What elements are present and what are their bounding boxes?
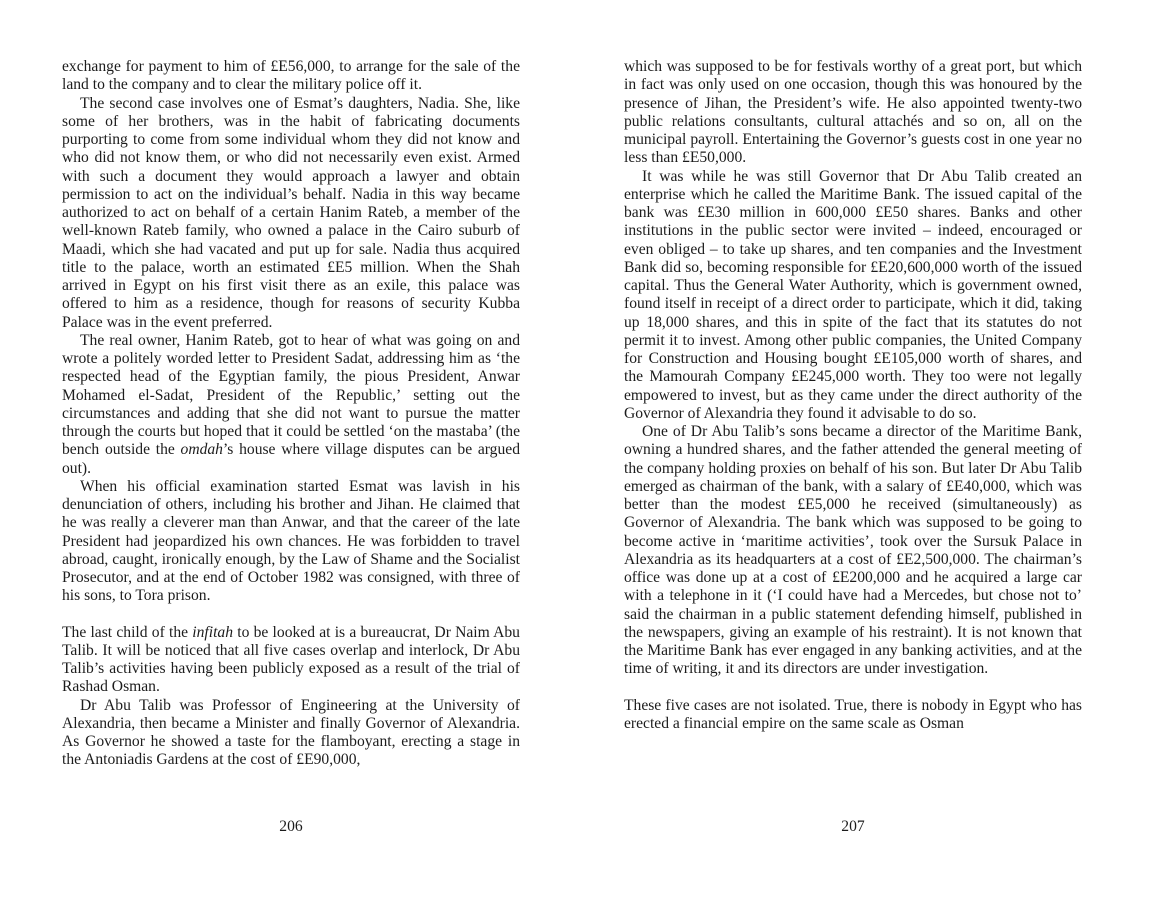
left-paragraph-6: Dr Abu Talib was Professor of Engineering at the University of Alexandria, then became a Minister and finally Governor of Alexandria. As Governor he showed a taste for the flamboyant, erecting a stage in the Antoniadis Gardens at the cost of £E90,000,: [62, 696, 520, 769]
italic-term: omdah: [180, 441, 223, 459]
right-page: [624, 58, 1082, 733]
left-paragraph-3: The real owner, Hanim Rateb, got to hear of what was going on and wrote a politely worded letter to President Sadat, addressing him as ‘the respected head of the Egyptian family, the pious President, Anwar Mohamed el-Sadat, President of the Republic,’ setting out the circumstances and adding that she did not want to pursue the matter through the courts but hoped that it could be settled ‘on the mastaba’ (the bench outside the omdah’s house where village disputes can be argued out).: [62, 331, 520, 477]
left-page: [62, 58, 520, 770]
left-paragraph-5: The last child of the infitah to be looked at is a bureaucrat, Dr Naim Abu Talib. It will be noticed that all five cases overlap and interlock, Dr Abu Talib’s activities having been publicly exposed as a result of the trial of Rashad Osman.: [62, 623, 520, 696]
page-number-right: 207: [841, 818, 865, 835]
right-paragraph-3: One of Dr Abu Talib’s sons became a director of the Maritime Bank, owning a hundred shares, and the father attended the general meeting of the company holding proxies on behalf of his son. But later Dr Abu Talib emerged as chairman of the bank, with a salary of £E40,000, which was better than the modest £E5,000 he received (simultaneously) as Governor of Alexandria. The bank which was supposed to be going to become active in ‘maritime activities’, took over the Sursuk Palace in Alexandria as its headquarters at a cost of £E2,500,000. The chairman’s office was done up at a cost of £E200,000 and he acquired a large car with a telephone in it (‘I could have had a Mercedes, but chose not to’ said the chairman in a public statement defending himself, published in the newspapers, giving an example of his restraint). It is not known that the Maritime Bank has ever engaged in any banking activities, and at the time of writing, it and its directors are under investigation.: [624, 423, 1082, 678]
italic-term: infitah: [192, 623, 234, 641]
left-paragraph-1: exchange for payment to him of £E56,000, to arrange for the sale of the land to the company and to clear the military police off it.: [62, 58, 520, 94]
left-paragraph-2: The second case involves one of Esmat’s daughters, Nadia. She, like some of her brothers, was in the habit of fabricating documents purporting to come from some individual whom they did not know and who did not know them, or who did not necessarily even exist. Armed with such a document they would approach a lawyer and obtain permission to act on the individual’s behalf. Nadia in this way became authorized to act on behalf of a certain Hanim Rateb, a member of the well-known Rateb family, who owned a palace in the Cairo suburb of Maadi, which she had vacated and put up for sale. Nadia thus acquired title to the palace, worth an estimated £E5 million. When the Shah arrived in Egypt on his first visit there as an exile, this palace was offered to him as a residence, though for reasons of security Kubba Palace was in the event preferred.: [62, 94, 520, 331]
left-paragraph-4: When his official examination started Esmat was lavish in his denunciation of others, including his brother and Jihan. He claimed that he was really a cleverer man than Anwar, and that the career of the late President had jeopardized his own chances. He was forbidden to travel abroad, caught, ironically enough, by the Law of Shame and the Socialist Prosecutor, and at the end of October 1982 was consigned, with three of his sons, to Tora prison.: [62, 477, 520, 605]
right-paragraph-4: These five cases are not isolated. True, there is nobody in Egypt who has erected a financial empire on the same scale as Osman: [624, 696, 1082, 732]
right-paragraph-1: which was supposed to be for festivals worthy of a great port, but which in fact was only used on one occasion, though this was honoured by the presence of Jihan, the President’s wife. He also appointed twenty-two public relations consultants, cultural attachés and so on, all on the municipal payroll. Entertaining the Governor’s guests cost in one year no less than £E50,000.: [624, 58, 1082, 167]
right-paragraph-2: It was while he was still Governor that Dr Abu Talib created an enterprise which he called the Maritime Bank. The issued capital of the bank was £E30 million in 600,000 £E50 shares. Banks and other institutions in the public sector were invited – indeed, encouraged or even obliged – to take up shares, and ten companies and the Investment Bank did so, becoming responsible for £E20,600,000 worth of the issued capital. Thus the General Water Authority, which is government owned, found itself in receipt of a direct order to participate, which it did, taking up 18,000 shares, and this in spite of the fact that its statutes do not permit it to invest. Among other public companies, the United Company for Construction and Housing bought £E105,000 worth of shares, and the Mamourah Company £E245,000 worth. They too were not legally empowered to invest, but as they came under the direct authority of the Governor of Alexandria they found it advisable to do so.: [624, 167, 1082, 422]
page-number-left: 206: [279, 818, 303, 835]
